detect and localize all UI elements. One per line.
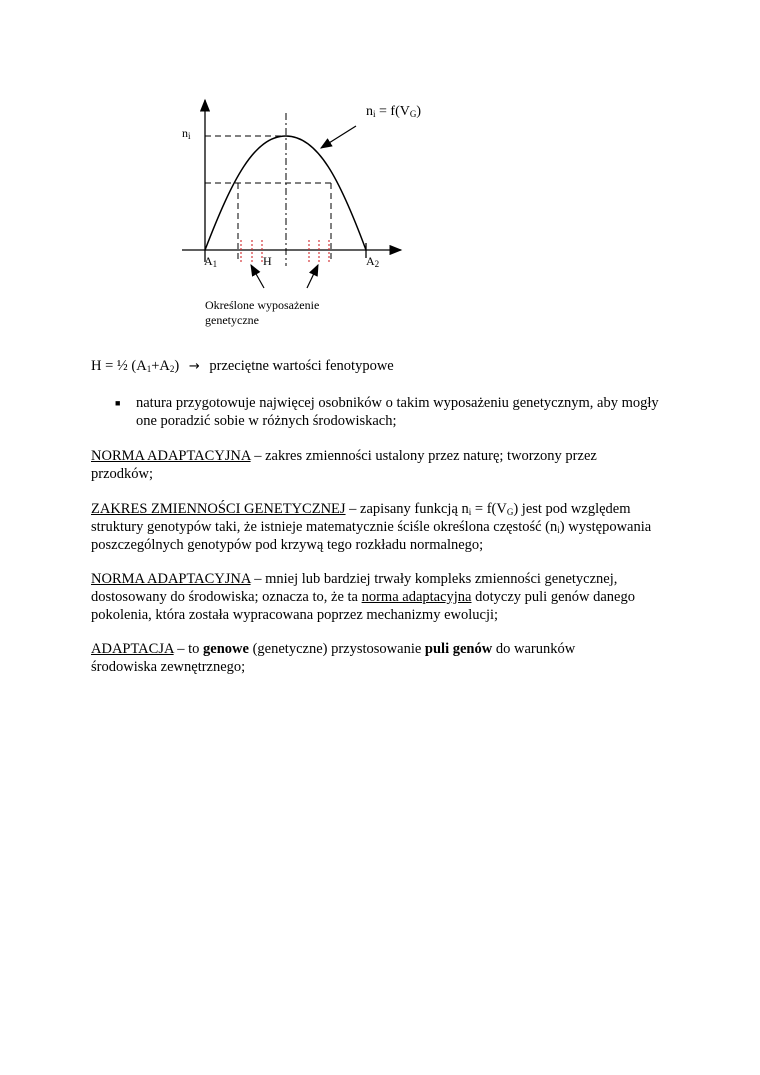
bullet-text: natura przygotowuje najwięcej osobników o takim wyposażeniu genetycznym, aby mogły one poradzić sobie w różnych środowiskach; <box>136 395 659 429</box>
term-adaptacja: ADAPTACJA <box>91 641 174 657</box>
paragraph-adaptacja: ADAPTACJA – to genowe (genetyczne) przystosowanie puli genów do warunków środowiska zewnętrznego; <box>91 641 576 675</box>
bullet-icon: ■ <box>115 398 121 408</box>
x-label-a2: $A_2$ <box>366 254 380 269</box>
x-label-a1: $A_1$ <box>204 254 218 269</box>
distribution-figure <box>0 0 760 340</box>
right-arrow-icon: → <box>188 359 200 374</box>
function-label: $n_i = f(V_G)$ <box>366 104 422 119</box>
y-axis-label: $n_i$ <box>182 126 191 141</box>
term-zakres-zmiennosci: ZAKRES ZMIENNOŚCI GENETYCZNEJ <box>91 501 346 517</box>
caption-line-1: Określone wyposażenie <box>205 298 320 312</box>
right-pointer-arrow <box>307 265 318 288</box>
paragraph-zakres: ZAKRES ZMIENNOŚCI GENETYCZNEJ – zapisany funkcją $n_i = f(V_G)$ jest pod względem struktury genotypów taki, że istnieje matematycznie ściśle określona częstość $(n_i)$ występowania poszczególnych genotypów pod krzywą tego rozkładu normalnego; <box>91 501 652 553</box>
x-label-h: H <box>263 254 272 268</box>
caption-line-2: genetyczne <box>205 313 259 327</box>
bold-puli-genow: puli genów <box>424 641 493 657</box>
term-norma-adaptacyjna: NORMA ADAPTACYJNA <box>91 448 251 464</box>
red-marks <box>241 240 329 264</box>
bold-genowe: genowe <box>203 641 249 657</box>
paragraph-norma-1: NORMA ADAPTACYJNA – zakres zmienności ustalony przez naturę; tworzony przez przodków; <box>91 448 597 482</box>
function-pointer-arrow <box>321 126 356 148</box>
figure-caption <box>205 298 319 328</box>
norma-adaptacyjna-underlined: norma adaptacyjna <box>361 589 472 605</box>
term-norma-adaptacyjna-2: NORMA ADAPTACYJNA <box>91 571 251 587</box>
formula-line: H = ½ $(A_1+A_2)$ → przeciętne wartości fenotypowe <box>91 358 394 374</box>
paragraph-norma-2: NORMA ADAPTACYJNA – mniej lub bardziej trwały kompleks zmienności genetycznej, dostosowany do środowiska; oznacza to, że ta norma adaptacyjna dotyczy puli genów danego pokolenia, która została wypracowana poprzez mechanizmy ewolucji; <box>91 571 635 623</box>
